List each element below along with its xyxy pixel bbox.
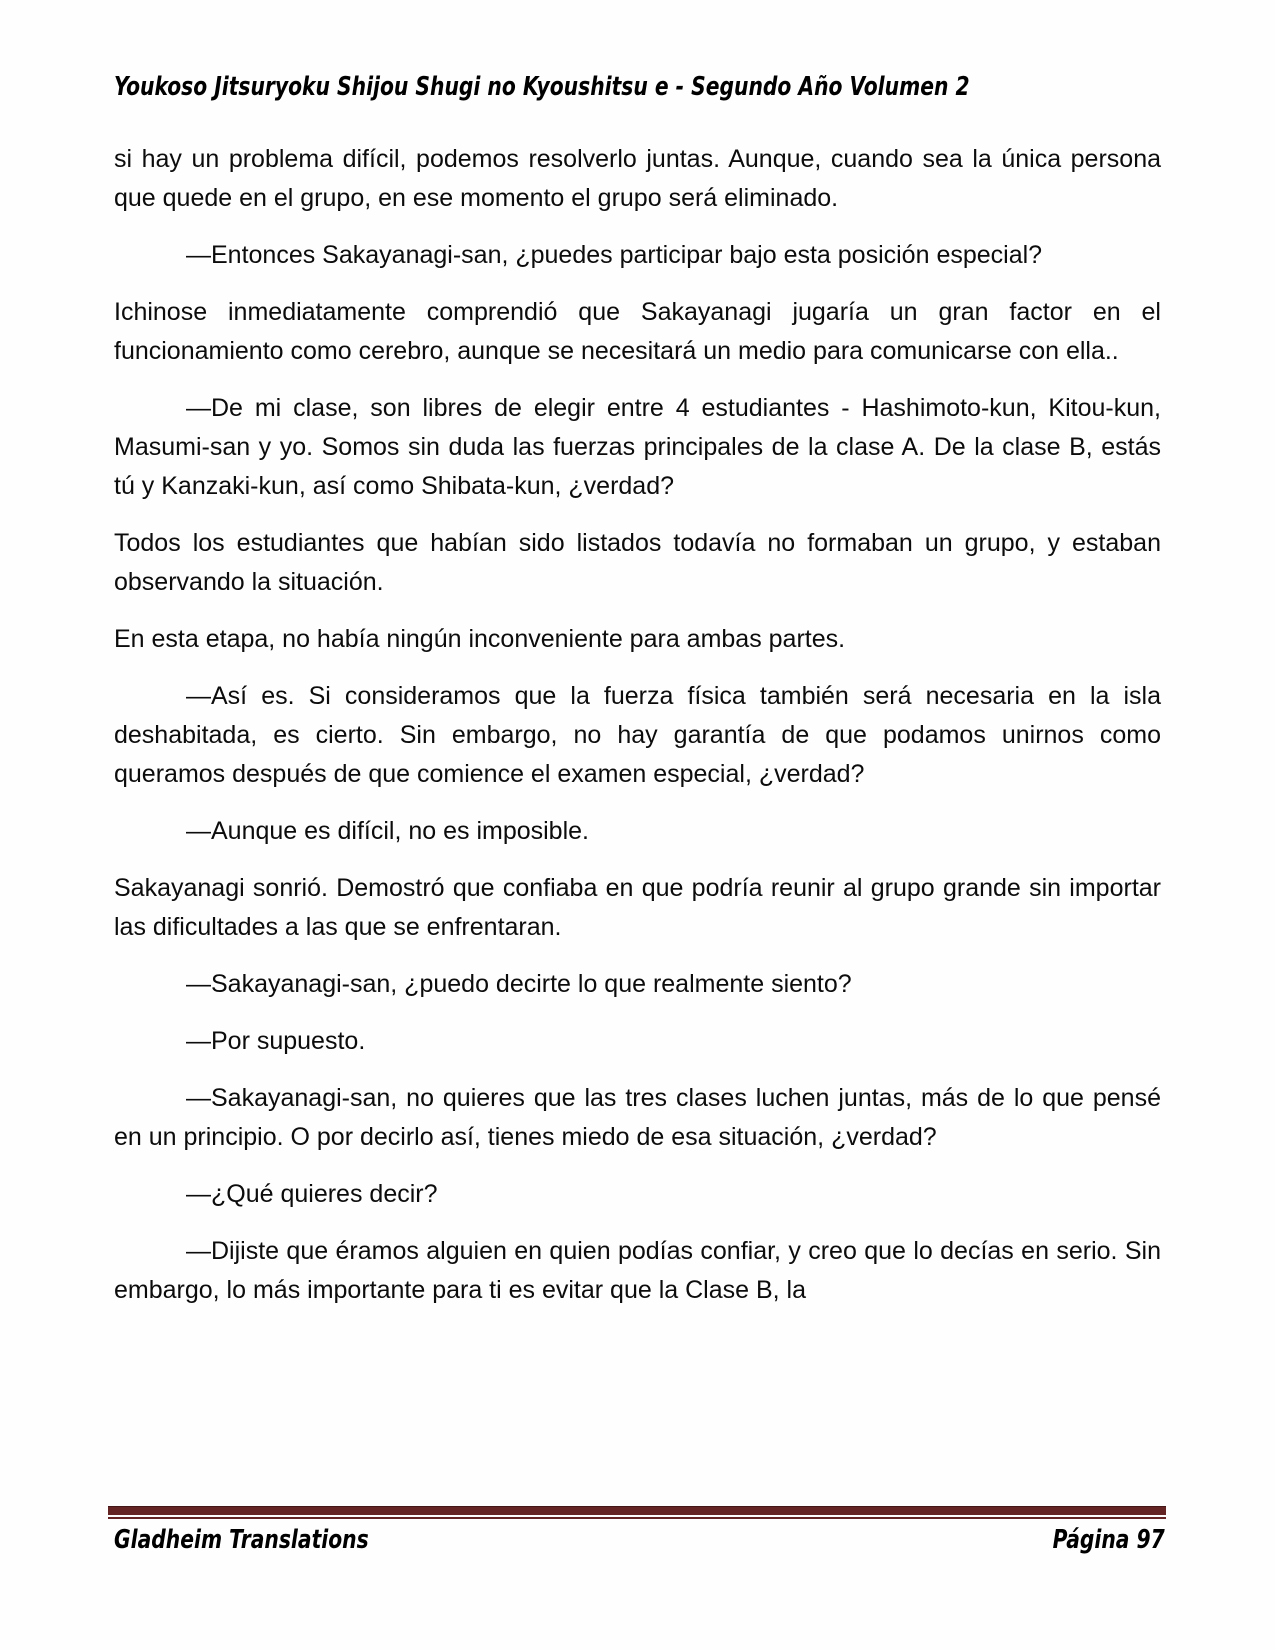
paragraph: —Sakayanagi-san, no quieres que las tres clases luchen juntas, más de lo que pensé en un principio. O por decirlo así, tienes miedo de esa situación, ¿verdad? [114, 1084, 1161, 1151]
paragraph: Sakayanagi sonrió. Demostró que confiaba en que podría reunir al grupo grande sin importar las dificultades a las que se enfrentaran. [114, 874, 1161, 941]
page-title: Youkoso Jitsuryoku Shijou Shugi no Kyoushitsu e - Segundo Año Volumen 2 [114, 72, 970, 102]
footer-rule [108, 1506, 1166, 1519]
page-footer [108, 1506, 1166, 1555]
paragraph: —Por supuesto. [186, 1027, 366, 1055]
paragraph: —Sakayanagi-san, ¿puedo decirte lo que realmente siento? [186, 970, 852, 998]
paragraph: —Entonces Sakayanagi-san, ¿puedes participar bajo esta posición especial? [186, 241, 1043, 269]
footer-text-row [108, 1525, 1166, 1555]
page-number: Página 97 [1052, 1525, 1165, 1555]
footer-rule-thick-line [108, 1506, 1166, 1515]
paragraph: —De mi clase, son libres de elegir entre 4 estudiantes - Hashimoto-kun, Kitou-kun, Masumi-san y yo. Somos sin duda las fuerzas principales de la clase A. De la clase B, estás tú y Kanzaki-kun, así como Shibata-kun, ¿verdad? [114, 394, 1161, 500]
paragraph: En esta etapa, no había ningún inconveniente para ambas partes. [114, 625, 846, 653]
paragraph: —¿Qué quieres decir? [186, 1180, 438, 1208]
page-header [114, 72, 1211, 102]
translator-credit: Gladheim Translations [114, 1525, 369, 1555]
paragraph: Todos los estudiantes que habían sido listados todavía no formaban un grupo, y estaban observando la situación. [114, 529, 1161, 596]
footer-rule-thin-line [108, 1517, 1166, 1519]
paragraph: —Dijiste que éramos alguien en quien podías confiar, y creo que lo decías en serio. Sin embargo, lo más importante para ti es evitar que la Clase B, la [114, 1237, 1161, 1304]
paragraph: —Así es. Si consideramos que la fuerza física también será necesaria en la isla deshabitada, es cierto. Sin embargo, no hay garantía de que podamos unirnos como queramos después de que comience el examen especial, ¿verdad? [114, 682, 1161, 788]
body-text [114, 140, 1161, 1328]
paragraph: —Aunque es difícil, no es imposible. [186, 817, 589, 845]
paragraph: si hay un problema difícil, podemos resolverlo juntas. Aunque, cuando sea la única persona que quede en el grupo, en ese momento el grupo será eliminado. [114, 145, 1161, 212]
paragraph: Ichinose inmediatamente comprendió que Sakayanagi jugaría un gran factor en el funcionamiento como cerebro, aunque se necesitará un medio para comunicarse con ella.. [114, 298, 1161, 365]
